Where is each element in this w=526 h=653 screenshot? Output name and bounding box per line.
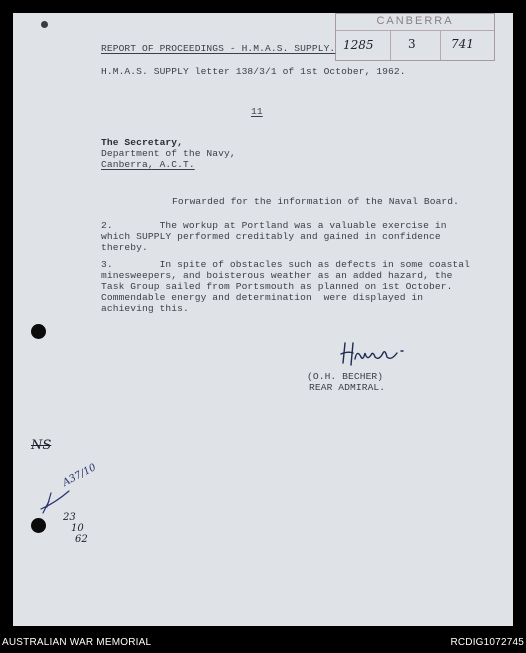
paragraph-1: Forwarded for the information of the Naval Board. [172, 196, 460, 207]
addressee-line: The Secretary, [101, 137, 184, 148]
stamp-divider [440, 30, 441, 60]
annotation-date-year: 62 [75, 534, 88, 545]
paragraph-2-line: which SUPPLY performed creditably and gained in confidence [101, 231, 441, 242]
stamp-divider [390, 30, 391, 60]
paragraph-3-line: minesweepers, and boisterous weather as an added hazard, the [101, 270, 453, 281]
paragraph-2-line: thereby. [101, 242, 148, 253]
annotation-ns: NS [31, 438, 52, 453]
punch-hole [31, 324, 46, 339]
stamp-divider [336, 30, 494, 31]
footer-institution: AUSTRALIAN WAR MEMORIAL [2, 637, 152, 648]
paragraph-3-line: achieving this. [101, 303, 189, 314]
footer-item-id: RCDIG1072745 [450, 637, 524, 648]
addressee-line: Department of the Navy, [101, 148, 236, 159]
stamp-file-number: 1285 [343, 38, 374, 52]
document-page [13, 13, 513, 626]
paragraph-3-line: 3. In spite of obstacles such as defects in some coastal [101, 259, 471, 270]
paragraph-3-line: Task Group sailed from Portsmouth as planned on 1st October. [101, 281, 453, 292]
paragraph-2-line: 2. The workup at Portland was a valuable exercise in [101, 220, 447, 231]
addressee-line: Canberra, A.C.T. [101, 159, 195, 170]
reference-line: H.M.A.S. SUPPLY letter 138/3/1 of 1st October, 1962. [101, 66, 406, 77]
signatory-name: (O.H. BECHER) [307, 371, 384, 382]
ink-mark [41, 21, 48, 28]
annotation-date-month: 10 [71, 523, 84, 534]
page-number: 11 [251, 106, 263, 117]
signature [339, 339, 419, 367]
stamp-folio: 741 [451, 37, 474, 51]
punch-hole [31, 518, 46, 533]
stamp-place: CANBERRA [376, 15, 454, 27]
annotation-initials: A37/10 [61, 462, 98, 489]
signatory-rank: REAR ADMIRAL. [309, 382, 386, 393]
subject-line: REPORT OF PROCEEDINGS - H.M.A.S. SUPPLY. [101, 43, 336, 54]
annotation-date-day: 23 [63, 512, 76, 523]
paragraph-3-line: Commendable energy and determination were displayed in [101, 292, 424, 303]
stamp-part: 3 [408, 37, 416, 51]
